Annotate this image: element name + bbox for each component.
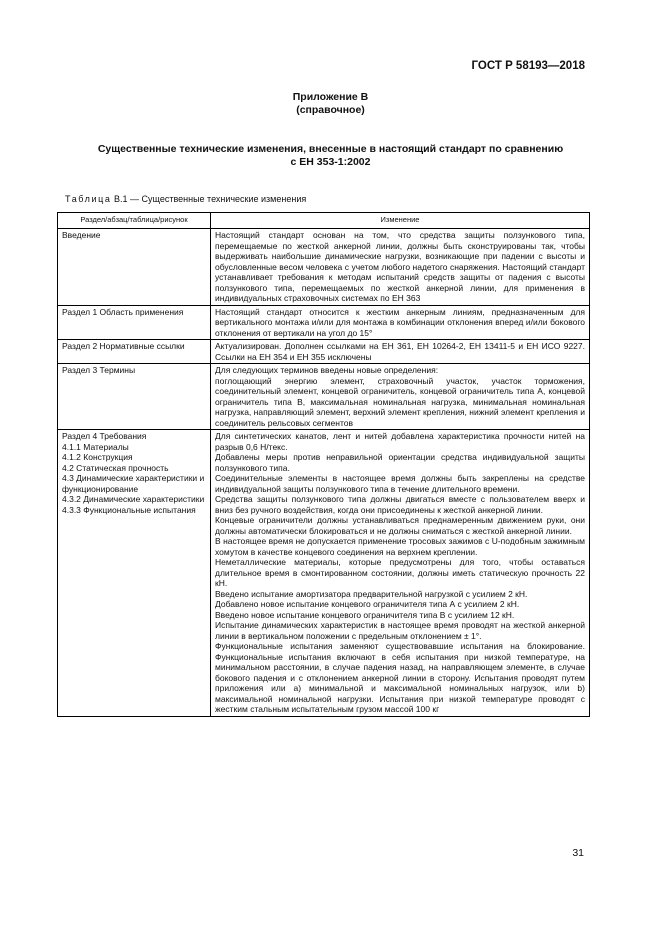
section-line: 4.1.2 Конструкция xyxy=(62,452,133,462)
change-paragraph: Для синтетических канатов, лент и нитей добавлена характеристика прочности нитей на разрыв 0,6 Н/текс. xyxy=(215,431,585,452)
section-line: 4.3.2 Динамические характеристики xyxy=(62,494,205,504)
document-title-line-1: Существенные технические изменения, внесенные в настоящий стандарт по сравнению xyxy=(97,143,564,155)
table-row xyxy=(58,305,590,340)
change-paragraph: Добавлено новое испытание концевого ограничителя типа А с усилием 2 кН. xyxy=(215,599,520,609)
change-paragraph: Средства защиты ползункового типа должны двигаться вместе с пользователем вверх и вниз без ручного воздействия, когда они присоединены к жесткой анкерной линии. xyxy=(215,494,585,515)
change-cell xyxy=(211,229,590,306)
change-paragraph: Концевые ограничители должны устанавливаться преднамеренным движением руки, они должны автоматически блокироваться и не должны сниматься с жесткой анкерной линии. xyxy=(215,515,585,536)
table-row xyxy=(58,364,590,430)
change-cell xyxy=(211,340,590,364)
section-line: Раздел 4 Требования xyxy=(62,431,147,441)
table-caption xyxy=(65,194,306,204)
table-header-row xyxy=(58,213,590,229)
change-paragraph: Актуализирован. Дополнен ссылками на ЕН 361, ЕН 10264-2, ЕН 13411-5 и ЕН ИСО 9227. Ссылки на ЕН 354 и ЕН 355 исключены xyxy=(215,341,585,362)
annex-heading xyxy=(0,91,661,117)
change-paragraph: Соединительные элементы в настоящее время должны быть закреплены на средстве индивидуальной защиты ползункового типа в течение длительного времени. xyxy=(215,473,585,494)
annex-title: Приложение В xyxy=(292,91,369,103)
change-paragraph: Настоящий стандарт относится к жестким анкерным линиям, предназначенным для вертикального монтажа и/или для монтажа в комбинации отклонения вперед и/или бокового отклонения от вертикали на угол до 15° xyxy=(215,306,585,338)
section-line: 4.3 Динамические характеристики и функционирование xyxy=(62,473,205,494)
section-cell xyxy=(58,364,211,430)
change-paragraph: Функциональные испытания заменяют существовавшие испытания на блокирование. Функциональные испытания включают в себя испытания при низкой температуре, на минимальном расстоянии, в случае падения назад, на направляющем элементе, в случае бокового падения и с отклонением анкерной линии в сторону. Испытания проводят путем приложения или а) минимальной и максимальной номинальных нагрузок, или b) максимальной номинальной нагрузки. Испытания при низкой температуре проводят с жестким стальным испытательным грузом массой 100 кг xyxy=(215,641,585,714)
change-paragraph: Добавлены меры против неправильной ориентации средства индивидуальной защиты ползункового типа. xyxy=(215,452,585,473)
change-paragraph: Настоящий стандарт основан на том, что средства защиты ползункового типа, перемещаемые по жесткой анкерной линии, должны быть сконструированы так, чтобы выдерживать наибольшие динамические нагрузки, возникающие при падении с высоты и обусловленные весом человека с учетом любого надетого снаряжения. Настоящий стандарт устанавливает требования к методам испытаний средств защиты от падения с высоты ползункового типа, перемещаемых по жесткой анкерной линии, для применения в индивидуальных страховочных системах по ЕН 363 xyxy=(215,230,585,303)
page-number: 31 xyxy=(572,847,584,859)
section-cell xyxy=(58,340,211,364)
section-line: 4.1.1 Материалы xyxy=(62,441,129,452)
section-cell xyxy=(58,305,211,340)
change-cell xyxy=(211,430,590,717)
section-cell xyxy=(58,229,211,306)
change-cell xyxy=(211,364,590,430)
change-cell xyxy=(211,305,590,340)
change-paragraph: В настоящее время не допускается применение тросовых зажимов с U-подобным зажимным хомутом в качестве концевого соединения на верхнем креплении. xyxy=(215,536,585,557)
change-paragraph: Введено испытание амортизатора предварительной нагрузкой с усилием 2 кН. xyxy=(215,588,528,599)
standard-number: ГОСТ Р 58193—2018 xyxy=(471,60,585,72)
document-title xyxy=(60,143,601,169)
change-paragraph: Неметаллические материалы, которые предусмотрены для того, чтобы оставаться длительное время в смонтированном состоянии, должны иметь статическую прочность 22 кН. xyxy=(215,557,585,588)
annex-note: (справочное) xyxy=(296,104,365,116)
column-header-section: Раздел/абзац/таблица/рисунок xyxy=(58,213,211,229)
table-row xyxy=(58,340,590,364)
change-paragraph: Введено новое испытание концевого ограничителя типа В с усилием 12 кН. xyxy=(215,609,515,620)
change-paragraph: поглощающий энергию элемент, страховочный участок, участок торможения, соединительный элемент, концевой ограничитель, концевой ограничитель типа А, концевой ограничитель типа В, максимальная номинальная нагрузка, минимальная номинальная нагрузка, направляющий элемент, верхний элемент крепления, нижний элемент крепления и соединитель рельсовых сегментов xyxy=(215,375,585,428)
section-line: 4.2 Статическая прочность xyxy=(62,462,169,473)
column-header-change: Изменение xyxy=(211,213,590,229)
document-title-line-2: с ЕН 353-1:2002 xyxy=(290,156,371,168)
table-caption-label: Таблица xyxy=(65,194,112,204)
section-line: Раздел 3 Термины xyxy=(62,365,136,375)
table-row xyxy=(58,229,590,306)
section-line: Раздел 1 Область применения xyxy=(62,306,184,317)
section-line: Раздел 2 Нормативные ссылки xyxy=(62,341,185,351)
section-cell xyxy=(58,430,211,717)
section-line: Введение xyxy=(62,230,101,240)
section-line: 4.3.3 Функциональные испытания xyxy=(62,504,196,515)
changes-table xyxy=(57,212,590,717)
change-paragraph: Для следующих терминов введены новые определения: xyxy=(215,365,439,375)
change-paragraph: Испытание динамических характеристик в настоящее время проводят на жесткой анкерной линии в вертикальном положении с предельным отклонением ± 1°. xyxy=(215,620,585,641)
table-row xyxy=(58,430,590,717)
table-caption-text: В.1 — Существенные технические изменения xyxy=(111,194,307,204)
